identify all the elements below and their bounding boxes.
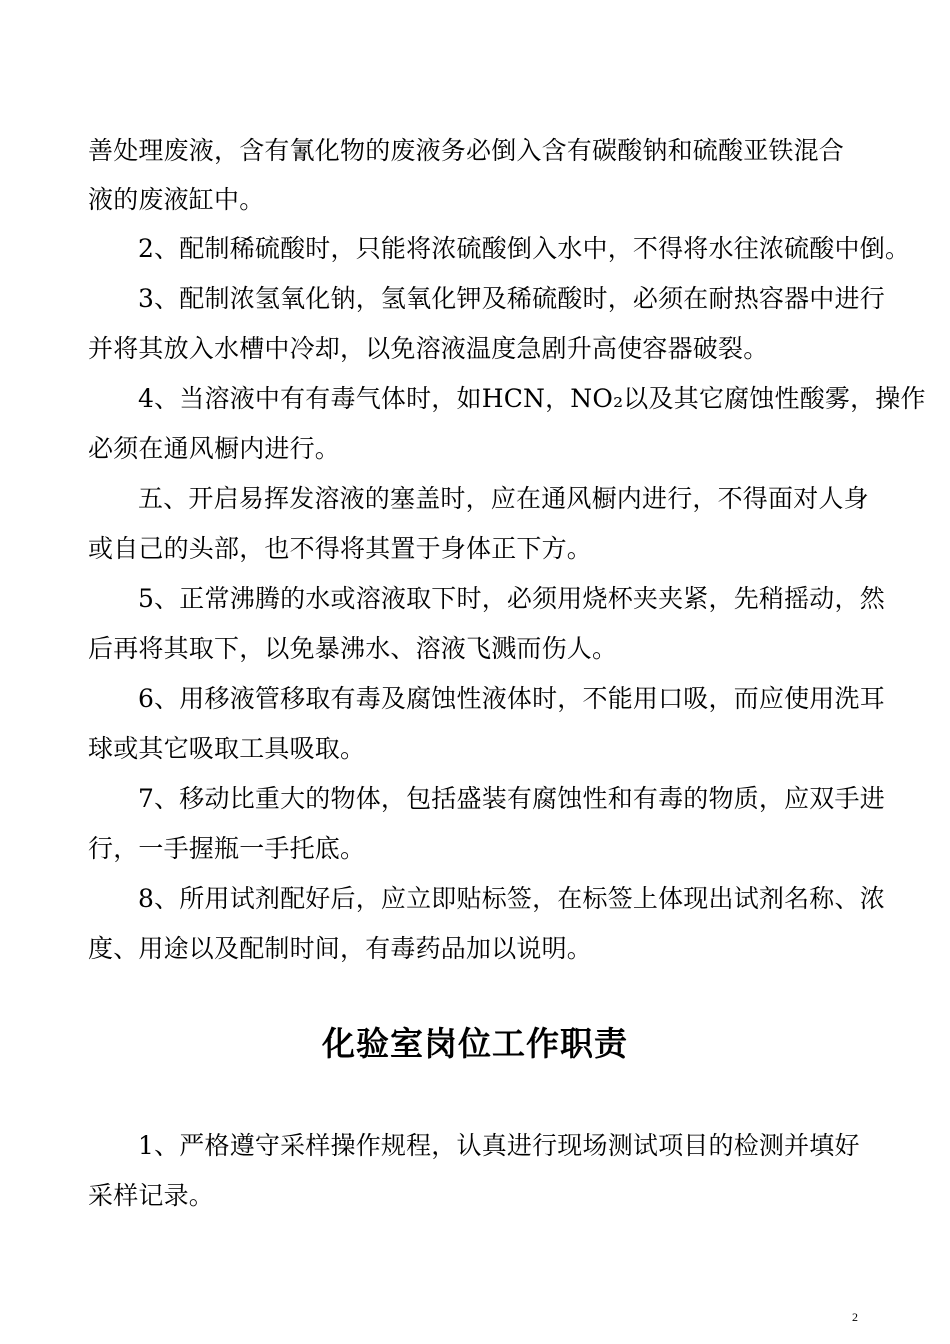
text-line: 并将其放入水槽中冷却，以免溶液温度急剧升高使容器破裂。	[88, 334, 769, 363]
text-line: 1、严格遵守采样操作规程，认真进行现场测试项目的检测并填好	[138, 1131, 860, 1160]
text-line: 行，一手握瓶一手托底。	[88, 834, 366, 863]
text-line: 五、开启易挥发溶液的塞盖时，应在通风橱内进行，不得面对人身	[138, 484, 869, 513]
text-line: 必须在通风橱内进行。	[88, 434, 341, 463]
text-line: 后再将其取下，以免暴沸水、溶液飞溅而伤人。	[88, 634, 618, 663]
text-line: 7、移动比重大的物体，包括盛装有腐蚀性和有毒的物质，应双手进	[138, 784, 885, 813]
text-line: 8、所用试剂配好后，应立即贴标签，在标签上体现出试剂名称、浓	[138, 884, 885, 913]
text-line: 或自己的头部，也不得将其置于身体正下方。	[88, 534, 593, 563]
section-heading: 化验室岗位工作职责	[322, 1024, 628, 1063]
text-line: 球或其它吸取工具吸取。	[88, 734, 366, 763]
text-line: 2、配制稀硫酸时，只能将浓硫酸倒入水中，不得将水往浓硫酸中倒。	[138, 234, 911, 263]
text-line: 6、用移液管移取有毒及腐蚀性液体时，不能用口吸，而应使用洗耳	[138, 684, 885, 713]
text-line: 采样记录。	[88, 1181, 215, 1210]
text-line: 液的废液缸中。	[88, 185, 265, 214]
text-line: 5、正常沸腾的水或溶液取下时，必须用烧杯夹夹紧，先稍摇动，然	[138, 584, 885, 613]
page-number: 2	[852, 1310, 858, 1324]
text-line: 4、当溶液中有有毒气体时，如HCN，NO₂以及其它腐蚀性酸雾，操作	[138, 384, 926, 413]
text-line: 善处理废液，含有氰化物的废液务必倒入含有碳酸钠和硫酸亚铁混合	[88, 136, 845, 165]
text-line: 度、用途以及配制时间，有毒药品加以说明。	[88, 934, 593, 963]
text-line: 3、配制浓氢氧化钠，氢氧化钾及稀硫酸时，必须在耐热容器中进行	[138, 284, 885, 313]
